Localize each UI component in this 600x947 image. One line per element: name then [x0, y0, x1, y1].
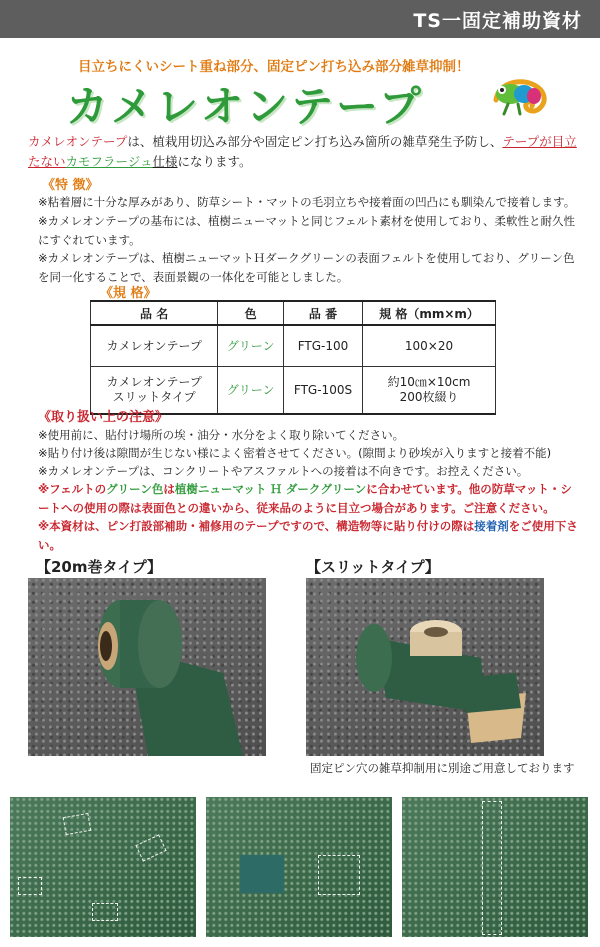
- handling-item: ※カメレオンテープは、コンクリートやアスファルトへの接着は不向きです。お控えください。: [38, 464, 529, 478]
- intro-text: は、植栽用切込み部分や固定ピン打ち込み箇所の雑草発生予防し、: [127, 134, 503, 149]
- intro-camouflage: カモフラージュ: [65, 154, 153, 169]
- roll-photo: [28, 578, 266, 756]
- tagline: 目立ちにくいシート重ね部分、固定ピン打ち込み部分雑草抑制！: [78, 59, 470, 75]
- col-header: 色: [218, 301, 284, 325]
- cell-size-line1: 約10㎝×10cm: [387, 375, 471, 389]
- warn-text: に合わせています。他の防草マット・シートへの使用の際は表面色との違いから、従来品のように目立つ場合があります。ご注意ください。: [38, 482, 572, 515]
- cell-size: [363, 367, 496, 415]
- handling-warning: [38, 480, 583, 517]
- tape-patch: [92, 903, 118, 921]
- col-header: 規 格（mm×m）: [363, 301, 496, 325]
- slit-photo: [306, 578, 544, 756]
- cell-name-line2: スリットタイプ: [112, 390, 196, 404]
- handling-item: ※使用前に、貼付け場所の埃・油分・水分をよく取り除いてください。: [38, 428, 405, 442]
- cell-size: 100×20: [363, 325, 496, 367]
- tape-patch-visible: [240, 855, 284, 893]
- handling-label: 《取り扱い上の注意》: [38, 410, 169, 425]
- intro-product: カメレオンテープ: [28, 134, 128, 149]
- roll-caption: 【20m巻タイプ】: [36, 558, 162, 576]
- tape-patch: [18, 877, 42, 895]
- header-title: TS一固定補助資材: [413, 10, 582, 32]
- cell-color: グリーン: [218, 367, 284, 415]
- warn-adhesive: 接着剤: [474, 519, 509, 533]
- warn-text: ※フェルトの: [38, 482, 107, 496]
- warn-green: グリーン色: [106, 482, 164, 496]
- feature-item: ※カメレオンテープは、植樹ニューマットＨダークグリーンの表面フェルトを使用しており、グリーン色を同一化することで、表面景観の一体化を可能としました。: [38, 251, 575, 284]
- chameleon-icon: [488, 70, 558, 122]
- handling-warning: [38, 517, 583, 554]
- features-label: 《特 徴》: [42, 178, 99, 193]
- cell-size-line2: 200枚綴り: [399, 390, 459, 404]
- cell-name: カメレオンテープ: [91, 325, 218, 367]
- warn-text: をご使用下さい。: [38, 519, 578, 552]
- specs-label: 《規 格》: [100, 286, 157, 301]
- col-header: 品 番: [283, 301, 362, 325]
- intro-end: になります。: [177, 154, 252, 169]
- header-bar: [0, 0, 600, 38]
- tape-seam: [482, 801, 502, 935]
- feature-item: ※カメレオンテープの基布には、植樹ニューマットと同じフェルト素材を使用しており、柔軟性と耐久性にすぐれています。: [38, 214, 576, 247]
- field-photo-3: [402, 797, 588, 937]
- intro-paragraph: [28, 132, 578, 172]
- warn-text: ※本資材は、ピン打設部補助・補修用のテープですので、構造物等に貼り付けの際は: [38, 519, 475, 533]
- slit-tape-image: [306, 578, 544, 756]
- field-photo-2: [206, 797, 392, 937]
- col-header: 品 名: [91, 301, 218, 325]
- warn-text: は: [163, 482, 175, 496]
- slit-caption: 【スリットタイプ】: [306, 558, 440, 576]
- cell-color: グリーン: [218, 325, 284, 367]
- tape-patch: [318, 855, 360, 895]
- tape-patch: [63, 813, 92, 835]
- cell-name-line1: カメレオンテープ: [106, 375, 202, 389]
- handling-item: ※貼り付け後は隙間が生じない様によく密着させてください。(隙間より砂埃が入りますと接着不能): [38, 446, 552, 460]
- spec-table: [90, 300, 496, 415]
- table-row: [91, 325, 496, 367]
- intro-highlight: テープが目立たない: [28, 134, 577, 169]
- tape-roll-image: [28, 578, 266, 756]
- slit-note: 固定ピン穴の雑草抑制用に別途ご用意しております: [310, 761, 575, 775]
- field-photo-1: [10, 797, 196, 937]
- intro-spec: 仕様: [152, 154, 178, 169]
- warn-green: 植樹ニューマット Ｈ ダークグリーン: [174, 482, 367, 496]
- tape-patch: [135, 834, 166, 861]
- cell-code: FTG-100: [283, 325, 362, 367]
- spec-header-row: [91, 301, 496, 325]
- cell-code: FTG-100S: [283, 367, 362, 415]
- feature-item: ※粘着層に十分な厚みがあり、防草シート・マットの毛羽立ちや接着面の凹凸にも馴染んで接着します。: [38, 195, 576, 209]
- product-title: カメレオンテープ: [66, 82, 424, 131]
